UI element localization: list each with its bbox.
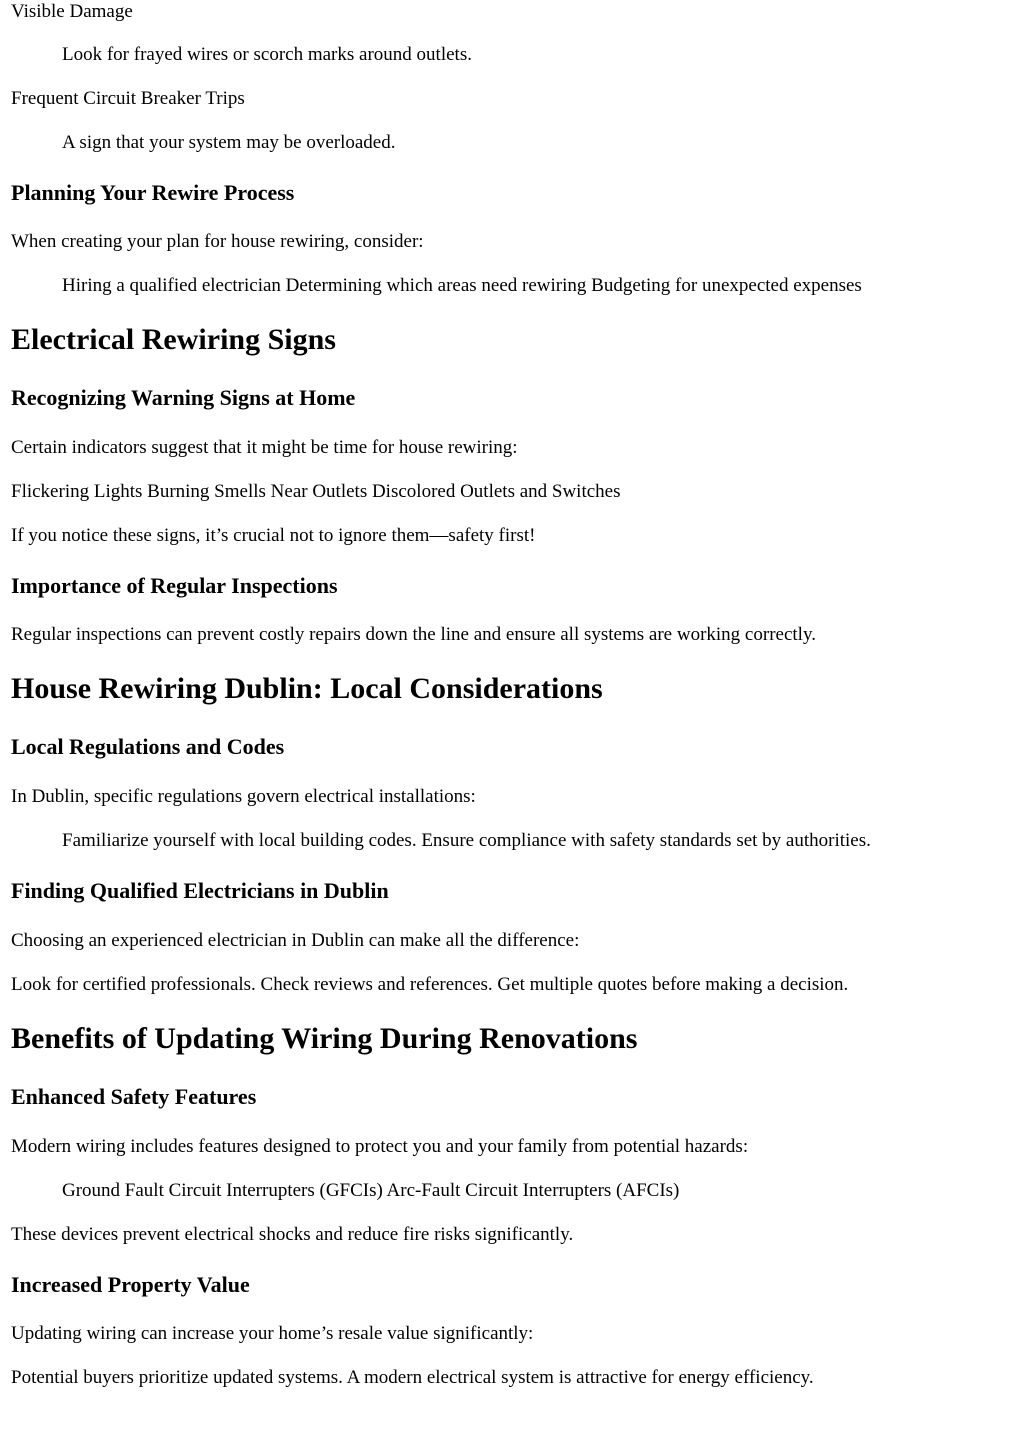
safety-features-intro: Modern wiring includes features designed to protect you and your family from potential hazards: [11,1136,749,1157]
property-value-list: Potential buyers prioritize updated systems. A modern electrical system is attractive for energy efficiency. [11,1367,814,1388]
breaker-trips-term: Frequent Circuit Breaker Trips [11,88,245,109]
property-value-intro: Updating wiring can increase your home’s resale value significantly: [11,1323,534,1344]
warning-signs-note: If you notice these signs, it’s crucial not to ignore them—safety first! [11,525,536,546]
electricians-intro: Choosing an experienced electrician in Dublin can make all the difference: [11,930,580,951]
inspections-heading: Importance of Regular Inspections [11,573,338,598]
breaker-trips-description: A sign that your system may be overloaded. [62,132,396,153]
electricians-list: Look for certified professionals. Check reviews and references. Get multiple quotes before making a decision. [11,974,849,995]
planning-intro: When creating your plan for house rewiring, consider: [11,231,424,252]
dublin-heading: House Rewiring Dublin: Local Considerations [11,672,603,705]
safety-features-list: Ground Fault Circuit Interrupters (GFCIs) Arc-Fault Circuit Interrupters (AFCIs) [62,1180,680,1201]
regulations-list: Familiarize yourself with local building codes. Ensure compliance with safety standards set by authorities. [62,830,871,851]
regulations-heading: Local Regulations and Codes [11,734,285,759]
warning-signs-list: Flickering Lights Burning Smells Near Outlets Discolored Outlets and Switches [11,481,621,502]
visible-damage-term: Visible Damage [11,1,133,22]
inspections-text: Regular inspections can prevent costly repairs down the line and ensure all systems are working correctly. [11,624,816,645]
planning-heading: Planning Your Rewire Process [11,180,295,205]
electricians-heading: Finding Qualified Electricians in Dublin [11,878,389,903]
planning-list: Hiring a qualified electrician Determining which areas need rewiring Budgeting for unexpected expenses [62,275,862,296]
safety-features-heading: Enhanced Safety Features [11,1084,257,1109]
property-value-heading: Increased Property Value [11,1272,250,1297]
regulations-intro: In Dublin, specific regulations govern electrical installations: [11,786,476,807]
warning-signs-intro: Certain indicators suggest that it might be time for house rewiring: [11,437,518,458]
visible-damage-description: Look for frayed wires or scorch marks around outlets. [62,44,472,65]
signs-heading: Electrical Rewiring Signs [11,323,336,356]
safety-features-note: These devices prevent electrical shocks and reduce fire risks significantly. [11,1224,574,1245]
benefits-heading: Benefits of Updating Wiring During Renovations [11,1022,638,1055]
warning-signs-heading: Recognizing Warning Signs at Home [11,385,356,410]
